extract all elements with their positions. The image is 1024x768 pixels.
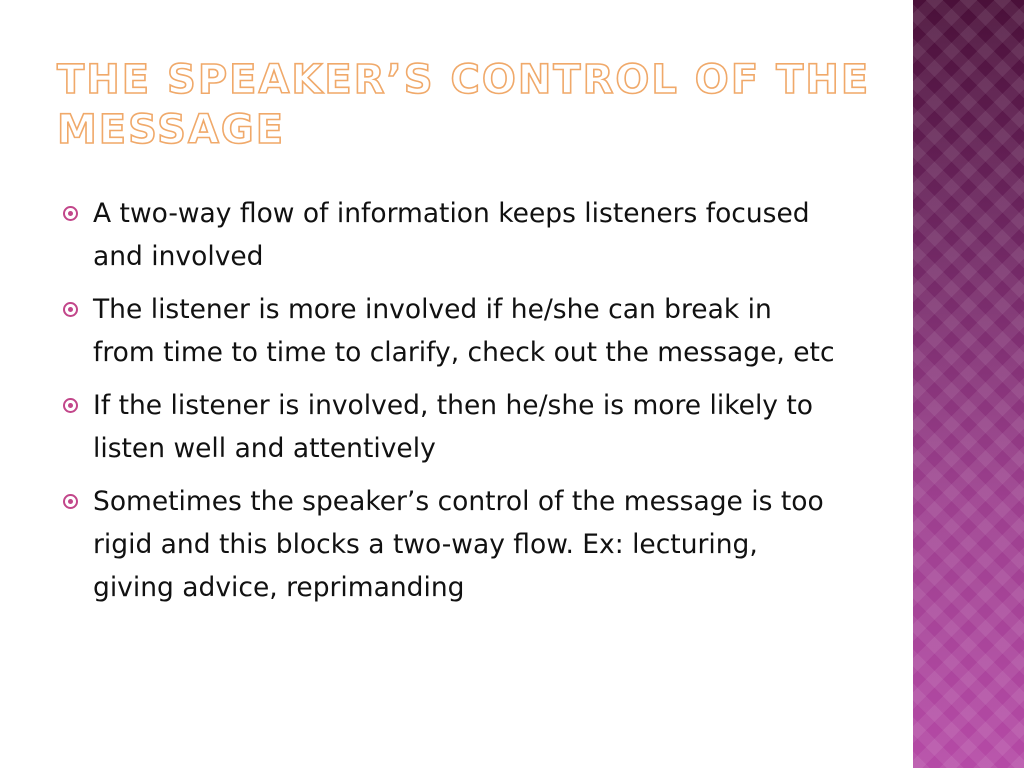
radio-bullet-icon	[63, 398, 78, 413]
radio-bullet-icon	[63, 494, 78, 509]
bullet-text: Sometimes the speaker’s control of the message is too rigid and this blocks a two-way flow. Ex: lecturing, giving advice, reprimanding	[93, 486, 824, 603]
bullet-item	[60, 384, 840, 470]
bullet-text: A two-way flow of information keeps listeners focused and involved	[93, 198, 810, 272]
bullet-text: If the listener is involved, then he/she is more likely to listen well and attentively	[93, 390, 814, 464]
bullet-item	[60, 192, 840, 278]
radio-bullet-icon	[63, 206, 78, 221]
bullet-list	[60, 192, 840, 619]
decorative-side-band	[913, 0, 1024, 768]
bullet-item	[60, 480, 840, 609]
bullet-text: The listener is more involved if he/she can break in from time to time to clarify, check out the message, etc	[93, 294, 835, 368]
radio-bullet-icon	[63, 302, 78, 317]
slide-title: THE SPEAKER’S CONTROL OF THE MESSAGE	[57, 57, 871, 153]
bullet-item	[60, 288, 840, 374]
